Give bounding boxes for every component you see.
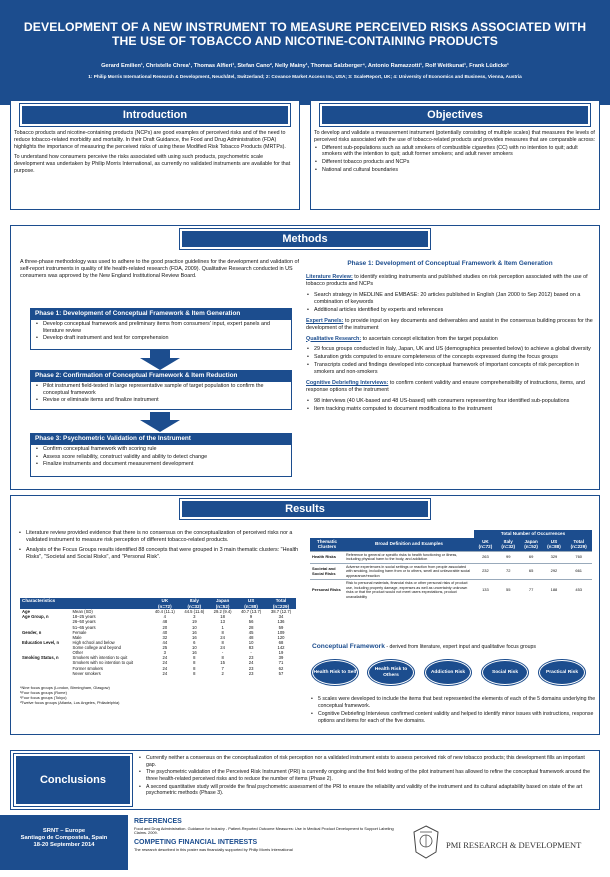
table-cell: Adverse experiences in social settings or reaction from people associated with smoking, including harm from or to others, smell and unfavorable social appearance/reaction bbox=[344, 563, 474, 580]
table-cell: 133 bbox=[474, 580, 497, 601]
objectives-intro: To develop and validate a measurement instrument (potentially consisting of multiple scales) that measures the levels of perceived risks associated with the use of tobacco-related products and provides measures that are comparable across: bbox=[314, 130, 596, 143]
table-cell: 55 bbox=[497, 580, 520, 601]
table-cell: 40.7 (13.7) bbox=[240, 609, 262, 615]
conceptual-framework-subtitle: - derived from literature, expert input and qualitative focus groups bbox=[384, 644, 537, 650]
table-cell: 57 bbox=[278, 670, 284, 676]
table-cell: Smokers with no intention to quit bbox=[72, 660, 134, 666]
table-cell: Reference to general or specific risks to health functioning or illness, including physical harm to the body, and addiction bbox=[344, 551, 474, 563]
table-cell: 20 bbox=[162, 624, 168, 630]
table-cell: 18 bbox=[220, 614, 225, 620]
conceptual-framework-title: Conceptual Framework bbox=[312, 643, 385, 650]
table-cell: Smoking Status, n bbox=[22, 655, 59, 661]
table-cell: 39 bbox=[278, 655, 284, 661]
table-cell: Other bbox=[72, 650, 84, 656]
table-cell: 232 bbox=[474, 563, 497, 580]
table-cell: 142 bbox=[277, 645, 285, 651]
table-cell: 99 bbox=[497, 551, 520, 563]
table-cell: 120 bbox=[277, 634, 285, 640]
expert-panels-text: to provide input on key documents and deliverables and assist in the consensus building process for the development of the instrument bbox=[306, 317, 593, 331]
table-cell: 23 bbox=[248, 655, 254, 661]
poster-title: DEVELOPMENT OF A NEW INSTRUMENT TO MEASURE PERCEIVED RISKS ASSOCIATED WITH THE USE OF TOBACCO AND NICOTINE-CONTAINING PRODUCTS bbox=[23, 20, 587, 49]
methods-intro: A three-phase methodology was used to adhere to the good practice guidelines for the development and validation of self-report instruments in quality of life health-related research (FDA, 2009). Qualitative Research conducted in US consumers was approved by the New England Institutional Review Board. bbox=[20, 259, 300, 279]
introduction-paragraph-2: To understand how consumers perceive the risks associated with using such products, psychometric scale development was undertaken by Philip Morris International, as currently no validated instruments are available for that purpose. bbox=[14, 154, 291, 174]
table-cell: 26–50 years bbox=[72, 619, 96, 625]
footnote: ᵇFour focus groups (Rome) bbox=[20, 689, 67, 695]
literature-review-label: Literature Review: bbox=[306, 274, 353, 281]
domain-practical-risk: Practical Risk bbox=[539, 660, 585, 685]
domain-health-risk-others: Health Risk to Others bbox=[368, 660, 414, 685]
table-cell: 760 bbox=[565, 551, 592, 563]
cognitive-debriefing-item: • 98 interviews (40 UK-based and 48 US-based) with consumers representing four identified sub-populations bbox=[306, 398, 594, 405]
occurrences-header: Thematic Clusters bbox=[310, 538, 344, 552]
table-cell: High school and below bbox=[72, 639, 115, 645]
literature-review-text: to identify existing instruments and published studies on risk perception associated with the use of tobacco products and NCPs bbox=[306, 274, 588, 288]
table-cell: Gender, n bbox=[22, 629, 42, 635]
table-cell: 9 bbox=[249, 614, 253, 620]
table-row bbox=[310, 580, 592, 601]
objective-item: • Different sub-populations such as adult smokers of combustible cigarettes (CC) with no intention to quit; adult smokers with the intention to quit; adult former smokers; and adult never smokers bbox=[314, 145, 596, 159]
table-cell: 13 bbox=[220, 619, 225, 625]
table-cell: Smokers with intention to quit bbox=[72, 655, 128, 661]
pmi-crest-icon bbox=[412, 824, 440, 860]
table-cell: Personal Risks bbox=[310, 580, 344, 601]
cognitive-debriefing-text: to confirm content validity and ensure comprehensibility of instructions, items, and response options of the instrument bbox=[306, 380, 585, 393]
demographics-header bbox=[71, 598, 151, 609]
references-heading: REFERENCES bbox=[134, 818, 182, 825]
phase-1-title: Phase 1: Development of Conceptual Framework & Item Generation bbox=[31, 309, 291, 320]
table-cell: 10 bbox=[192, 645, 197, 651]
table-cell: 28 bbox=[248, 624, 254, 630]
conclusion-item: • Currently neither a consensus on the conceptualization of risk perception nor a validated instrument exists to assess perceived risk of new tobacco products; this development fills an important gap. bbox=[138, 755, 596, 768]
phase-1-box bbox=[30, 308, 292, 350]
framework-bullet: • Cognitive Debriefing Interviews confirmed content validity and helped to identify minor issues with instructions, response options and items for each of the five domains. bbox=[310, 711, 596, 724]
table-cell: 48 bbox=[248, 634, 254, 640]
introduction-heading: Introduction bbox=[20, 104, 290, 126]
footnote: ᶜFour focus groups (Tokyo) bbox=[20, 694, 67, 700]
conclusion-item: • The psychometric validation of the Perceived Risk Instrument (PRI) is currently ongoing and the first field testing of the pilot instrument has allowed to refine the conceptual framework around the three health-related perceived risks and to reduce the number of items (Phase 2). bbox=[138, 769, 596, 782]
results-bullet: • Literature review provided evidence that there is no consensus on the conceptualization of perceived risks nor a validated instrument to measure risk perception of different tobacco-related products. bbox=[18, 530, 300, 544]
table-cell: 3 bbox=[193, 614, 196, 620]
phase-3-item: • Finalize instruments and document measurement development bbox=[35, 461, 287, 468]
qualitative-research-label: Qualitative Research: bbox=[306, 335, 362, 342]
table-cell: 7 bbox=[221, 665, 224, 671]
table-cell: 24 bbox=[162, 655, 168, 661]
table-cell: 24 bbox=[162, 670, 168, 676]
table-cell: 136 bbox=[277, 619, 285, 625]
conclusions-heading: Conclusions bbox=[14, 754, 132, 806]
objectives-heading: Objectives bbox=[320, 104, 590, 126]
literature-review-item: • Additional articles identified by experts and references bbox=[306, 307, 594, 314]
footnote: ᵈTwelve focus groups (Atlanta, Los Angeles, Philadelphia) bbox=[20, 699, 120, 705]
demographics-footnotes bbox=[20, 686, 296, 706]
table-cell: 23 bbox=[248, 670, 254, 676]
table-cell: 188 bbox=[543, 580, 566, 601]
table-cell: 29.2 (9.4) bbox=[213, 609, 232, 615]
table-cell: 45 bbox=[248, 629, 254, 635]
competing-interests-text: The research described in this poster was financially supported by Philip Morris International bbox=[134, 846, 293, 852]
table-cell: 71 bbox=[278, 660, 284, 666]
occurrences-header: UK (n=72) bbox=[474, 538, 497, 552]
footnote: *Nine focus groups (London, Birmingham, Glasgow) bbox=[20, 685, 110, 690]
table-cell: 34 bbox=[278, 614, 284, 620]
table-cell: 329 bbox=[543, 551, 566, 563]
table-cell: 44 bbox=[162, 639, 168, 645]
demographics-header: Total (n=229) bbox=[266, 598, 296, 609]
table-cell: 51–65 years bbox=[72, 624, 96, 630]
table-cell: 8 bbox=[193, 670, 196, 676]
table-cell: Education Level, n bbox=[22, 639, 59, 645]
table-cell: 16 bbox=[192, 634, 197, 640]
table-cell: 1 bbox=[221, 624, 224, 630]
table-cell: 69 bbox=[520, 551, 543, 563]
affiliations: 1: Philip Morris International Research & Development, Neuchâtel, Switzerland; 2: Covance Market Access Inc, USA; 3: ScaleReport, UK; 4: University of Economics and Business, Vienna, Austria bbox=[88, 74, 522, 79]
phase-3-title: Phase 3: Psychometric Validation of the Instrument bbox=[31, 434, 291, 445]
table-row bbox=[310, 563, 592, 580]
table-cell: 453 bbox=[565, 580, 592, 601]
table-cell: 24 bbox=[162, 665, 168, 671]
methods-heading: Methods bbox=[180, 229, 430, 249]
conclusion-item: • A second quantitative study will provide the final psychometric assessment of the PRI to ensure the reliability and validity of the instrument and its cultural adaptability based on state of the art psychometric methods (Phase 3). bbox=[138, 784, 596, 797]
demographics-header: Japan (n=52) bbox=[209, 598, 236, 609]
qualitative-research-text: to ascertain concept elicitation from the target population bbox=[361, 335, 498, 342]
introduction-paragraph-1: Tobacco products and nicotine-containing products (NCPs) are good examples of perceived risks and of the need to reduce tobacco-related morbidity and mortality. In their Draft Guidance, the Food and Drug Administration (FDA) highlights the importance of measuring the perceived risks of using these Modified Risk Tobacco Products (MRTPs). bbox=[14, 130, 286, 150]
pmi-logo-text: PMI RESEARCH & DEVELOPMENT bbox=[446, 840, 582, 850]
table-cell: 292 bbox=[543, 563, 566, 580]
table-cell: 661 bbox=[565, 563, 592, 580]
table-cell: 8 bbox=[221, 639, 224, 645]
table-cell: Never smokers bbox=[72, 670, 101, 676]
domain-social-risk: Social Risk bbox=[482, 660, 528, 685]
table-cell: 19 bbox=[192, 619, 197, 625]
table-cell: 25 bbox=[162, 645, 168, 651]
phase-2-title: Phase 2: Confirmation of Conceptual Framework & Item Reduction bbox=[31, 371, 291, 382]
table-cell: 40.4 (11.1) bbox=[154, 609, 175, 615]
table-row bbox=[20, 671, 296, 676]
table-cell: 56 bbox=[248, 619, 254, 625]
table-cell: Male bbox=[72, 634, 82, 640]
table-cell: 24 bbox=[220, 634, 225, 640]
table-cell: 83 bbox=[248, 645, 254, 651]
occurrences-header: Japan (n=52) bbox=[520, 538, 543, 552]
table-cell: 44.5 (11.6) bbox=[184, 609, 205, 615]
table-cell: 19 bbox=[278, 650, 284, 656]
table-cell: Risk to personal materials, financial risks or other personal risks of product use, including property damage, expenses as well as uncertainty unknown risks or that the product would not meet users expectations, product unavailability bbox=[344, 580, 474, 601]
table-cell: 8 bbox=[221, 629, 224, 635]
domain-addiction-risk: Addiction Risk bbox=[425, 660, 471, 685]
table-cell: 40 bbox=[162, 629, 168, 635]
table-cell: 10 bbox=[192, 624, 197, 630]
author-list: Gerard Emilien¹, Christelle Chrea¹, Thomas Alfieri¹, Stefan Cano², Nelly Mainy¹, Thomas Salzberger⁴, Antonio Ramazzotti¹, Rolf Weitkunat¹, Frank Lüdicke¹ bbox=[101, 63, 509, 69]
table-cell: 8 bbox=[193, 655, 196, 661]
table-cell: Former smokers bbox=[72, 665, 104, 671]
phase-2-box bbox=[30, 370, 292, 410]
table-cell: 62 bbox=[278, 665, 284, 671]
table-cell: - bbox=[221, 650, 224, 656]
down-arrow-icon bbox=[140, 412, 180, 432]
references-text: Food and Drug Administration. Guidance for Industry - Patient-Reported Outcome Measures: Use in Medical Product Development to Support Labeling Claims. 2009. bbox=[134, 825, 394, 836]
table-cell: 8 bbox=[221, 655, 224, 661]
table-cell: Some college and beyond bbox=[72, 645, 121, 651]
table-cell: 32 bbox=[162, 634, 168, 640]
down-arrow-icon bbox=[140, 350, 180, 370]
table-cell: Age bbox=[22, 609, 30, 615]
results-heading: Results bbox=[180, 499, 430, 519]
table-cell: 16 bbox=[192, 650, 197, 656]
occurrences-header: Total (n=229) bbox=[565, 538, 592, 552]
table-cell: 77 bbox=[520, 580, 543, 601]
demographics-header: UK (n=72) bbox=[150, 598, 180, 609]
table-cell: 263 bbox=[474, 551, 497, 563]
table-cell: 4 bbox=[163, 614, 166, 620]
qualitative-research-item: • 29 focus groups conducted in Italy, Japan, UK and US (demographics presented below) to achieve a global diversity bbox=[306, 346, 594, 353]
table-cell bbox=[20, 671, 71, 676]
phase-3-item: • Assess score reliability, construct validity and ability to detect change bbox=[35, 454, 287, 461]
table-row bbox=[310, 551, 592, 563]
table-cell: 59 bbox=[278, 624, 284, 630]
expert-panels-label: Expert Panels: bbox=[306, 317, 344, 324]
table-cell: 3 bbox=[163, 650, 166, 656]
table-cell: - bbox=[250, 650, 252, 656]
phase-3-item: • Confirm conceptual framework with scoring rule bbox=[35, 446, 287, 453]
table-cell: 23 bbox=[248, 665, 254, 671]
conference-info: SRNT – Europe Santiago de Compostela, Spain 18-20 September 2014 bbox=[0, 815, 128, 870]
table-cell: 48 bbox=[162, 619, 168, 625]
methods-phase1-detail-title: Phase 1: Development of Conceptual Framework & Item Generation bbox=[347, 260, 553, 267]
cognitive-debriefing-label: Cognitive Debriefing Interviews: bbox=[306, 380, 389, 387]
table-cell: 109 bbox=[277, 629, 285, 635]
occurrences-header: Broad Definition and Examples bbox=[344, 538, 474, 552]
occurrences-header: Italy (n=32) bbox=[497, 538, 520, 552]
table-cell: Age Group, n bbox=[22, 614, 49, 620]
cognitive-debriefing-item: • Item tracking matrix computed to document modifications to the instrument bbox=[306, 406, 594, 413]
table-cell: Female bbox=[72, 629, 87, 635]
table-cell: 15 bbox=[220, 660, 225, 666]
phase-1-item: • Develop conceptual framework and preliminary items from consumers' input, expert panels and literature review bbox=[35, 321, 287, 334]
table-cell: 24 bbox=[220, 645, 225, 651]
header-banner bbox=[0, 0, 610, 105]
table-cell: 18–25 years bbox=[72, 614, 96, 620]
demographics-header: Italy (n=32) bbox=[180, 598, 210, 609]
demographics-header: US (n=88) bbox=[236, 598, 266, 609]
table-cell: 65 bbox=[520, 563, 543, 580]
objective-item: • National and cultural boundaries bbox=[314, 167, 596, 174]
phase-1-item: • Develop draft instrument and test for comprehension bbox=[35, 335, 287, 342]
table-cell: 68 bbox=[278, 639, 284, 645]
demographics-table bbox=[20, 598, 296, 676]
phase-2-item: • Pilot instrument field-tested in large representative sample of target population to confirm the conceptual framework bbox=[35, 383, 287, 396]
table-cell: 6 bbox=[193, 639, 196, 645]
table-cell: 8 bbox=[193, 665, 196, 671]
table-cell: 16 bbox=[192, 629, 197, 635]
table-cell: 10 bbox=[248, 639, 254, 645]
qualitative-research-item: • Transcripts coded and findings developed into conceptual framework of important concepts of risk perception in smokers and non-smokers bbox=[306, 362, 594, 376]
literature-review-item: • Search strategy in MEDLINE and EMBASE: 20 articles published in English (Jan 2000 to Sep 2012) based on a combination of keywords bbox=[306, 292, 594, 306]
domain-health-risk-self: Health Risk to Self bbox=[312, 660, 358, 685]
occurrences-table bbox=[310, 530, 592, 600]
phase-3-box bbox=[30, 433, 292, 477]
table-cell: Societal and Social Risks bbox=[310, 563, 344, 580]
table-cell: 38.7 (12.7) bbox=[270, 609, 292, 615]
occurrences-header: US (n=88) bbox=[543, 538, 566, 552]
table-cell: 24 bbox=[162, 660, 168, 666]
demographics-header: Characteristics bbox=[20, 598, 71, 609]
results-bullet: • Analysis of the Focus Groups results identified 88 concepts that were grouped in 3 main thematic clusters: "Health Risks", "Societal and Social Risks", and "Personal Risk". bbox=[18, 547, 300, 561]
phase-2-item: • Revise or eliminate items and finalize instrument bbox=[35, 397, 287, 404]
table-cell: 2 bbox=[221, 670, 224, 676]
occurrences-title: Total Number of Occurrences bbox=[474, 530, 592, 538]
table-cell: Mean (SD) bbox=[72, 609, 93, 615]
table-cell: Health Risks bbox=[310, 551, 344, 563]
competing-interests-heading: COMPETING FINANCIAL INTERESTS bbox=[134, 839, 258, 847]
table-cell: 24 bbox=[248, 660, 254, 666]
objective-item: • Different tobacco products and NCPs bbox=[314, 159, 596, 166]
framework-bullet: • 5 scales were developed to include the items that best represented the elements of each of the 5 domains underlying the conceptual framework. bbox=[310, 696, 596, 709]
table-cell: 72 bbox=[497, 563, 520, 580]
table-cell: 8 bbox=[193, 660, 196, 666]
qualitative-research-item: • Saturation grids computed to ensure completeness of the concepts expressed during the focus groups bbox=[306, 354, 594, 361]
